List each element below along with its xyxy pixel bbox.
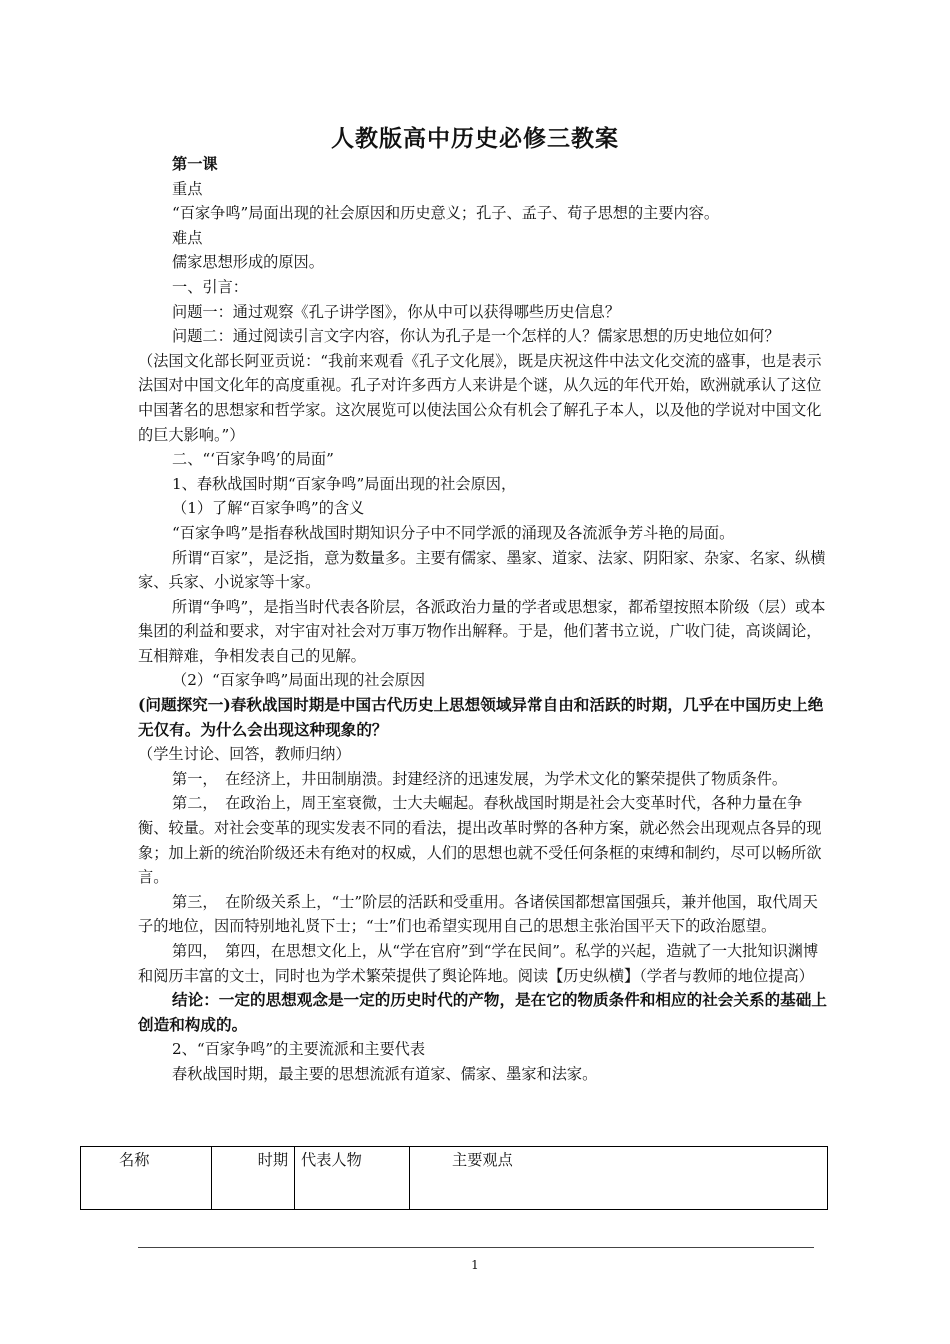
key-point-text: “百家争鸣”局面出现的社会原因和历史意义；孔子、孟子、荀子思想的主要内容。 [172, 204, 720, 223]
definition-paragraph: “百家争鸣”是指春秋战国时期知识分子中不同学派的涌现及各流派争芳斗艳的局面。 [172, 523, 735, 542]
table-row [81, 1147, 828, 1210]
conclusion-paragraph: 结论：一定的思想观念是一定的历史时代的产物，是在它的物质条件和相应的社会关系的基础上创造和构成的。 [138, 990, 827, 1034]
subsection-1-1: （1）了解“百家争鸣”的含义 [172, 499, 365, 518]
table-header-representatives: 代表人物 [295, 1147, 410, 1210]
document-title: 人教版高中历史必修三教案 [331, 125, 619, 152]
schools-table [80, 1146, 828, 1210]
table-header-period: 时期 [212, 1147, 295, 1210]
reason-four: 第四， 第四，在思想文化上，从“学在官府”到“学在民间”。私学的兴起，造就了一大批知识渊博和阅历丰富的文士，同时也为学术繁荣提供了舆论阵地。阅读【历史纵横】（学者与教师的地位提高） [138, 942, 819, 985]
key-point-label: 重点 [172, 179, 203, 198]
reason-three: 第三， 在阶级关系上，“士”阶层的活跃和受重用。各诸侯国都想富国强兵，兼并他国，取代周天子的地位，因而特别地礼贤下士；“士”们也希望实现用自己的思想主张治国平天下的政治愿望。 [138, 892, 818, 936]
section-two-heading: 二、“‘百家争鸣’的局面” [172, 450, 334, 469]
inquiry-question: (问题探究一)春秋战国时期是中国古代历史上思想领域异常自由和活跃的时期，几乎在中国历史上绝无仅有。为什么会出现这种现象的？ [138, 695, 824, 739]
baijia-paragraph: 所谓“百家”，是泛指，意为数量多。主要有儒家、墨家、道家、法家、阴阳家、杂家、名家、纵横家、兵家、小说家等十家。 [138, 548, 826, 592]
subsection-1-2: （2）“百家争鸣”局面出现的社会原因 [172, 671, 426, 690]
subsection-two-heading: 2、“百家争鸣”的主要流派和主要代表 [172, 1040, 426, 1059]
subsection-one-heading: 1、春秋战国时期“百家争鸣”局面出现的社会原因， [172, 474, 517, 493]
footer-divider [138, 1247, 814, 1248]
difficulty-text: 儒家思想形成的原因。 [172, 253, 324, 272]
difficulty-label: 难点 [172, 228, 203, 247]
table-header-main-views: 主要观点 [410, 1147, 828, 1210]
document-body [138, 152, 828, 1087]
question-one: 问题一：通过观察《孔子讲学图》，你从中可以获得哪些历史信息？ [172, 302, 621, 321]
quote-paragraph: （法国文化部长阿亚贡说：“我前来观看《孔子文化展》，既是庆祝这件中法文化交流的盛事，也是表示法国对中国文化年的高度重视。孔子对许多西方人来讲是个谜，从久远的年代开始，欧洲就承认了这位中国著名的思想家和哲学家。这次展览可以使法国公众有机会了解孔子本人，以及他的学说对中国文化的巨大影响。”） [138, 351, 822, 444]
intro-heading: 一、引言： [172, 277, 248, 296]
zhengming-paragraph: 所谓“争鸣”，是指当时代表各阶层，各派政治力量的学者或思想家，都希望按照本阶级（层）或本集团的利益和要求，对宇宙对社会对万事万物作出解释。于是，他们著书立说，广收门徒，高谈阔论，互相辩难，争相发表自己的见解。 [138, 597, 826, 665]
subsection-two-text: 春秋战国时期，最主要的思想流派有道家、儒家、墨家和法家。 [172, 1064, 598, 1083]
page-number: 1 [471, 1258, 479, 1272]
reason-two: 第二， 在政治上，周王室衰微，士大夫崛起。春秋战国时期是社会大变革时代，各种力量在争衡、较量。对社会变革的现实发表不同的看法，提出改革时弊的各种方案，就必然会出现观点各异的现象；加上新的统治阶级还未有绝对的权威，人们的思想也就不受任何条框的束缚和制约，尽可以畅所欲言。 [138, 794, 822, 887]
table-header-name: 名称 [81, 1147, 212, 1210]
discussion-note: （学生讨论、回答，教师归纳） [138, 745, 351, 764]
reason-one: 第一， 在经济上，井田制崩溃。封建经济的迅速发展，为学术文化的繁荣提供了物质条件。 [172, 769, 788, 788]
lesson-heading: 第一课 [172, 155, 218, 173]
question-two: 问题二：通过阅读引言文字内容，你认为孔子是一个怎样的人？儒家思想的历史地位如何？ [172, 327, 780, 346]
